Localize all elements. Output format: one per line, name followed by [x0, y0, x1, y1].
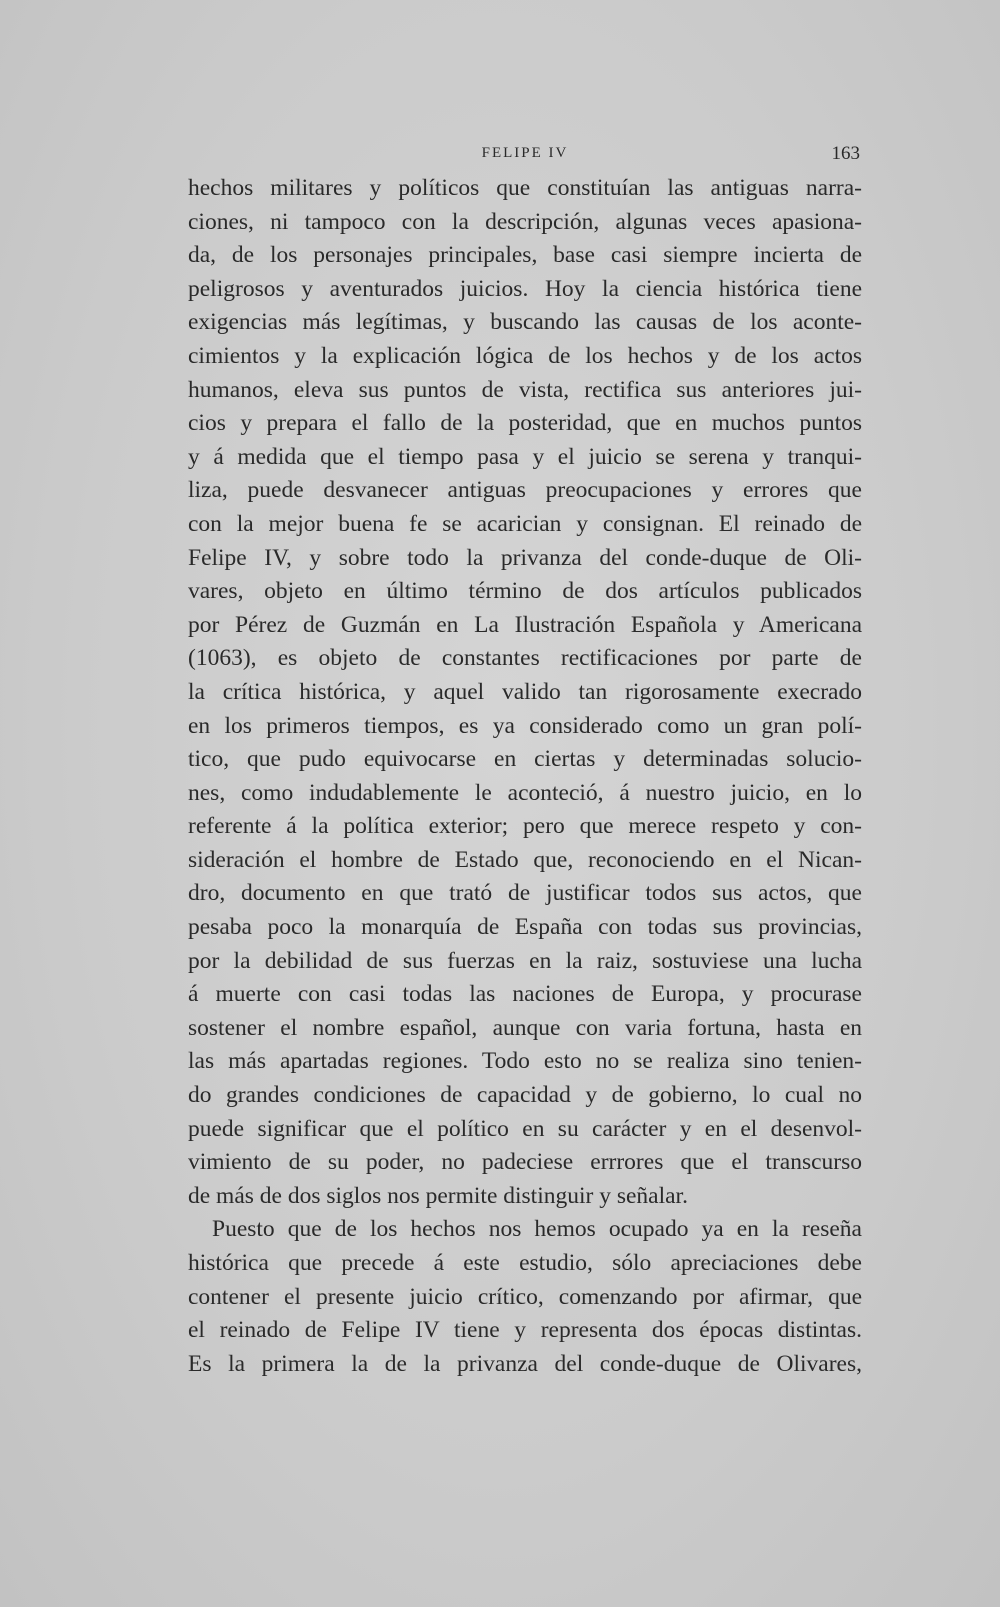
text-line: referente á la política exterior; pero que merece respeto y con-: [188, 813, 862, 840]
text-line: peligrosos y aventurados juicios. Hoy la ciencia histórica tiene: [188, 275, 862, 302]
text-line: por la debilidad de sus fuerzas en la raiz, sostuviese una lucha: [188, 947, 862, 974]
text-line: do grandes condiciones de capacidad y de gobierno, lo cual no: [188, 1082, 862, 1109]
text-line: el reinado de Felipe IV tiene y representa dos épocas distintas.: [188, 1317, 862, 1344]
text-line: sideración el hombre de Estado que, reconociendo en el Nican-: [188, 846, 862, 873]
text-line: contener el presente juicio crítico, comenzando por afirmar, que: [188, 1283, 862, 1310]
text-line: de más de dos siglos nos permite distinguir y señalar.: [188, 1182, 688, 1209]
text-line: en los primeros tiempos, es ya considerado como un gran polí-: [188, 712, 862, 739]
text-line: Puesto que de los hechos nos hemos ocupado ya en la reseña: [212, 1216, 862, 1243]
text-line: da, de los personajes principales, base casi siempre incierta de: [188, 242, 862, 269]
text-line: cimientos y la explicación lógica de los hechos y de los actos: [188, 342, 862, 369]
text-line: sostener el nombre español, aunque con varia fortuna, hasta en: [188, 1014, 862, 1041]
running-title: FELIPE IV: [481, 145, 569, 161]
text-line: y á medida que el tiempo pasa y el juicio se serena y tranqui-: [188, 443, 862, 470]
text-line: dro, documento en que trató de justificar todos sus actos, que: [188, 880, 862, 907]
text-line: ciones, ni tampoco con la descripción, algunas veces apasiona-: [188, 208, 862, 235]
text-line: cios y prepara el fallo de la posteridad, que en muchos puntos: [188, 410, 862, 437]
running-head: [190, 143, 860, 167]
text-line: con la mejor buena fe se acarician y consignan. El reinado de: [188, 510, 862, 537]
text-line: pesaba poco la monarquía de España con todas sus provincias,: [188, 914, 862, 941]
text-line: nes, como indudablemente le aconteció, á nuestro juicio, en lo: [188, 779, 862, 806]
text-line: exigencias más legítimas, y buscando las causas de los aconte-: [188, 309, 862, 336]
text-line: las más apartadas regiones. Todo esto no se realiza sino tenien-: [188, 1048, 862, 1075]
text-line: tico, que pudo equivocarse en ciertas y determinadas solucio-: [188, 746, 862, 773]
text-line: liza, puede desvanecer antiguas preocupaciones y errores que: [188, 477, 862, 504]
text-line: vimiento de su poder, no padeciese errrores que el transcurso: [188, 1149, 862, 1176]
text-line: vares, objeto en último término de dos artículos publicados: [188, 578, 862, 605]
body-text: [188, 172, 862, 1381]
text-line: hechos militares y políticos que constituían las antiguas narra-: [188, 175, 862, 201]
page-number: 163: [831, 143, 860, 164]
text-line: á muerte con casi todas las naciones de Europa, y procurase: [188, 981, 862, 1008]
text-line: histórica que precede á este estudio, sólo apreciaciones debe: [188, 1250, 862, 1276]
text-line: puede significar que el político en su carácter y en el desenvol-: [188, 1115, 862, 1142]
text-line: humanos, eleva sus puntos de vista, rectifica sus anteriores jui-: [188, 376, 862, 403]
text-line: (1063), es objeto de constantes rectificaciones por parte de: [188, 645, 862, 672]
text-line: por Pérez de Guzmán en La Ilustración Española y Americana: [188, 611, 862, 638]
text-line: Es la primera la de la privanza del conde-duque de Olivares,: [188, 1350, 862, 1377]
text-line: Felipe IV, y sobre todo la privanza del conde-duque de Oli-: [188, 544, 862, 571]
text-line: la crítica histórica, y aquel valido tan rigorosamente execrado: [188, 678, 862, 705]
